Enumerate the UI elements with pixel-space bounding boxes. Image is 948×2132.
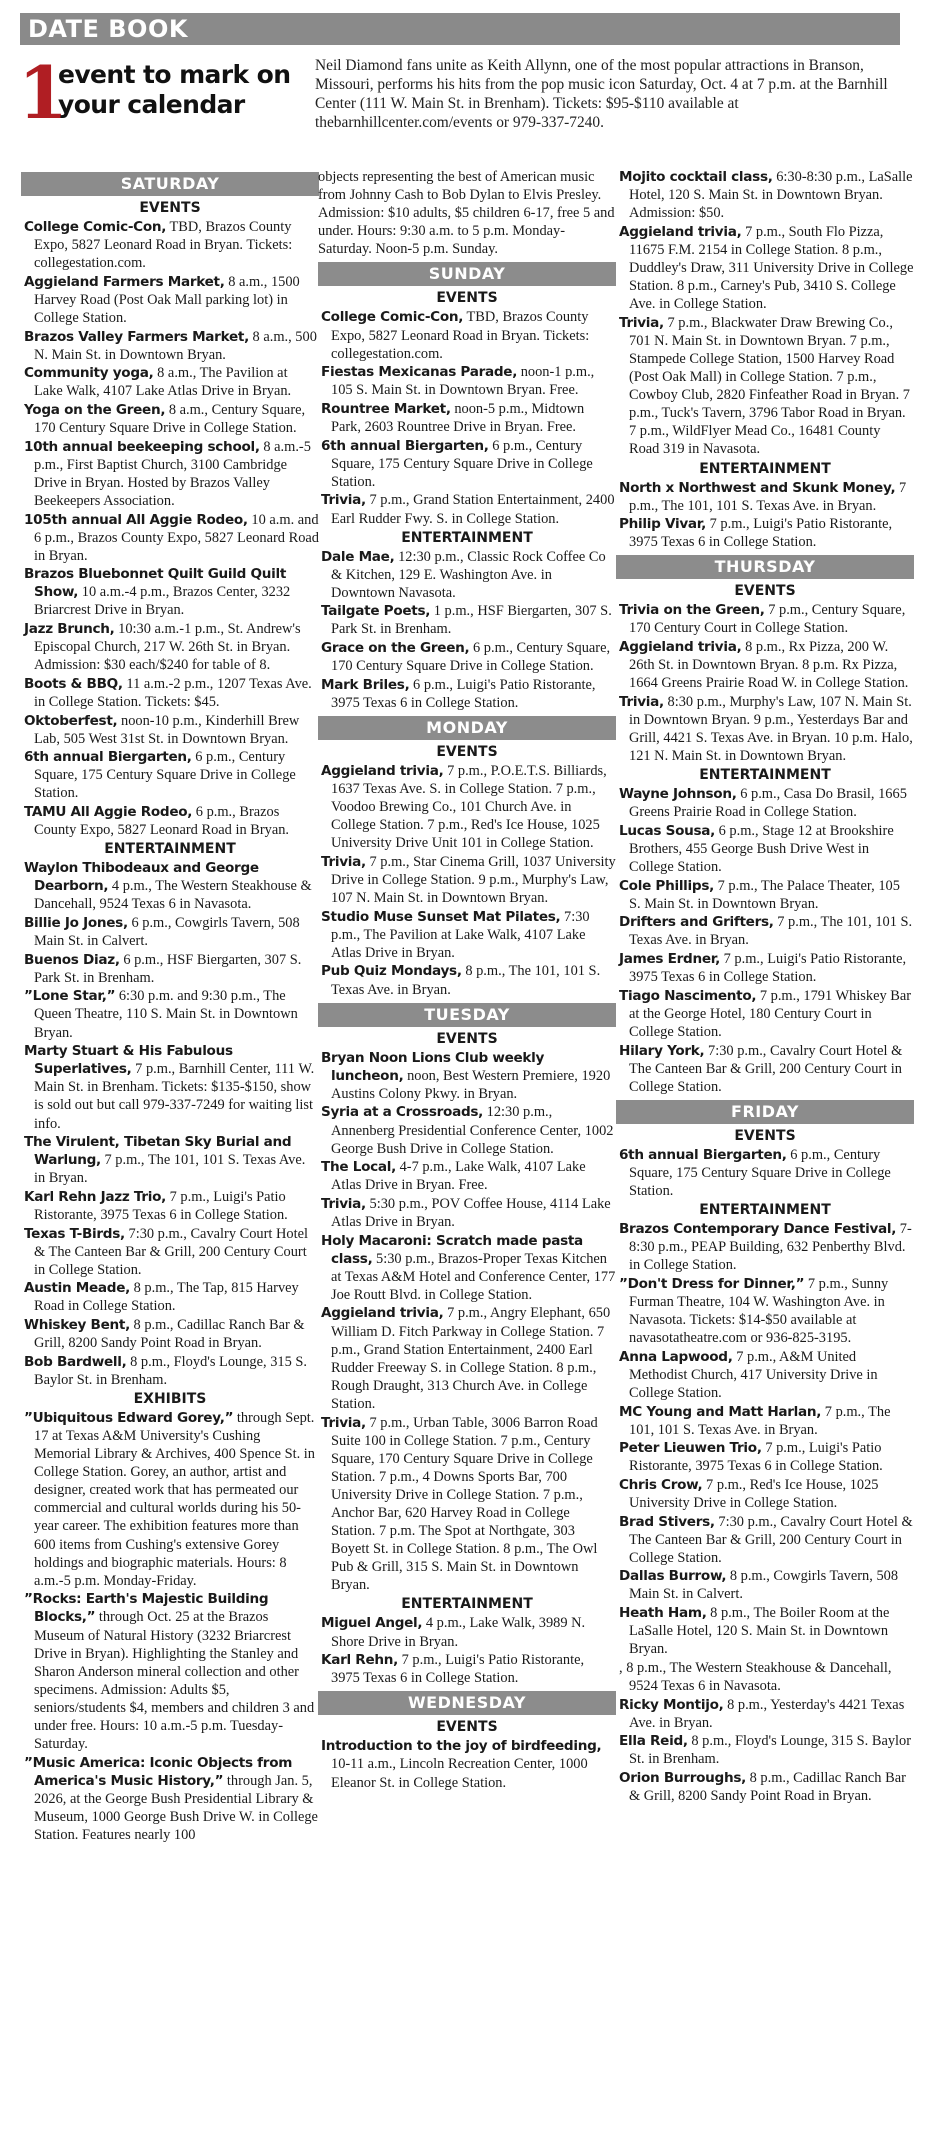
category-header: ENTERTAINMENT	[699, 460, 831, 477]
category-header: EVENTS	[139, 200, 201, 216]
listing-continuation	[318, 168, 616, 258]
listing-item	[21, 1590, 319, 1753]
listing-details: 8 p.m., Floyd's Lounge, 315 S. Baylor St. in Brenham.	[629, 1733, 912, 1768]
listing-details: 4 p.m., Lake Walk, 3989 N. Shore Drive in Bryan.	[331, 1615, 586, 1650]
listing-item	[318, 639, 616, 675]
category-header: EVENTS	[436, 1030, 498, 1047]
listing-details: 7 p.m., Star Cinema Grill, 1037 University Drive in College Station. 9 p.m., Murphy's Law, 107 N. Main St. in Downtown Bryan.	[331, 853, 616, 907]
listing-item	[21, 1353, 319, 1389]
day-header: TUESDAY	[318, 1003, 616, 1027]
listing-details: 6:30-8:30 p.m., LaSalle Hotel, 120 S. Main St. in Downtown Bryan. Admission: $50.	[629, 169, 913, 222]
listing-item	[318, 602, 616, 638]
listing-title: Karl Rehn Jazz Trio,	[24, 1188, 167, 1205]
listing-title: Brad Stivers,	[619, 1513, 715, 1530]
listing-title: The Virulent, Tibetan Sky Burial and Warlung,	[24, 1134, 292, 1169]
listing-title: MC Young and Matt Harlan,	[619, 1403, 822, 1420]
listing-item	[616, 168, 914, 222]
listing-item	[616, 1659, 914, 1695]
listing-details: 7 p.m., Luigi's Patio Ristorante, 3975 Texas 6 in College Station.	[331, 1652, 585, 1687]
category-header: EVENTS	[734, 583, 796, 600]
listing-item	[616, 987, 914, 1041]
listing-details: 6 p.m., Casa Do Brasil, 1665 Greens Prairie Road in College Station.	[629, 786, 907, 821]
listing-title: ”Rocks: Earth's Majestic Building Blocks,”	[24, 1591, 269, 1626]
listing-title: Bob Bardwell,	[24, 1353, 127, 1370]
listing-details: 7:30 p.m., Cavalry Court Hotel & The Canteen Bar & Grill, 200 Century Court in College Station.	[629, 1042, 903, 1095]
listing-details: noon-1 p.m., 105 S. Main St. in Downtown Bryan. Free.	[331, 364, 595, 399]
listing-details: 7 p.m., South Flo Pizza, 11675 F.M. 2154 in College Station. 8 p.m., Duddley's Draw, 311 University Drive in College Station. 8 p.m., Carney's Pub, 3410 S. College Ave. in College Station.	[629, 223, 914, 313]
listing-item	[21, 273, 319, 327]
category-header: ENTERTAINMENT	[699, 1202, 831, 1219]
listing-details: noon-5 p.m., Midtown Park, 2603 Rountree Drive in Bryan. Free.	[331, 400, 585, 436]
listing-details: 7 p.m., Century Square, 170 Century Court in College Station.	[629, 602, 906, 637]
listing-details: 4-7 p.m., Lake Walk, 4107 Lake Atlas Drive in Bryan. Free.	[331, 1159, 586, 1194]
listing-details: 7 p.m., The 101, 101 S. Texas Ave. in Bryan.	[629, 914, 913, 949]
listing-details: 7 p.m., 1791 Whiskey Bar at the George Hotel, 180 Century Court in College Station.	[629, 987, 912, 1040]
listing-details: noon, Best Western Premiere, 1920 Austins Colony Pkwy. in Bryan.	[331, 1067, 611, 1102]
listing-details: through Sept. 17 at Texas A&M University's Cushing Memorial Library & Archives, 400 Spence St. in College Station. Gorey, an author, artist and designer, created work that has permeated our commercial and cultural worlds during his 50-year career. The exhibition features more than 600 items from Cushing's extensive Gorey holdings and biographic materials. Hours: 8 a.m.-5 p.m. Monday-Friday.	[34, 1409, 315, 1589]
listing-item	[616, 1403, 914, 1439]
listing-details: 8 p.m., Yesterday's 4421 Texas Ave. in Bryan.	[629, 1696, 905, 1731]
listing-item	[21, 859, 319, 913]
listing-item	[616, 479, 914, 515]
listing-details: 7 p.m., Barnhill Center, 111 W. Main St. in Brenham. Tickets: $135-$150, show is sold out but call 979-337-7249 for waiting list info.	[34, 1061, 315, 1132]
listing-title: ”Music America: Iconic Objects from America's Music History,”	[24, 1754, 293, 1789]
listing-item	[21, 1188, 319, 1224]
listing-item	[318, 1651, 616, 1687]
listing-item	[318, 908, 616, 962]
listing-title: James Erdner,	[619, 951, 721, 968]
listing-details: 7 p.m., Luigi's Patio Ristorante, 3975 Texas 6 in College Station.	[34, 1188, 288, 1223]
listing-title: Trivia,	[321, 1195, 366, 1212]
listing-title: Holy Macaroni: Scratch made pasta class,	[321, 1232, 583, 1267]
category-header: ENTERTAINMENT	[401, 529, 533, 546]
category-header: ENTERTAINMENT	[401, 1596, 533, 1613]
listing-title: Wayne Johnson,	[619, 786, 737, 803]
listing-details: 6:30 p.m. and 9:30 p.m., The Queen Theatre, 110 S. Main St. in Downtown Bryan.	[34, 988, 298, 1041]
listing-item	[318, 853, 616, 907]
listing-details: 8 p.m., The 101, 101 S. Texas Ave. in Bryan.	[331, 963, 601, 998]
listing-title: Peter Lieuwen Trio,	[619, 1440, 762, 1457]
listing-title: 6th annual Biergarten,	[619, 1146, 787, 1163]
listing-item	[616, 1146, 914, 1200]
listing-details: 8 p.m., Cadillac Ranch Bar & Grill, 8200 Sandy Point Road in Bryan.	[34, 1317, 305, 1352]
listing-item	[318, 1232, 616, 1304]
listing-item	[616, 1042, 914, 1096]
listing-title: TAMU All Aggie Rodeo,	[24, 804, 193, 820]
listing-details: 7 p.m., P.O.E.T.S. Billiards, 1637 Texas Ave. S. in College Station. 7 p.m., Voodoo Brewing Co., 101 Church Ave. in College Station. 7 p.m., Red's Ice House, 1025 University Drive Unit 101 in College Station.	[331, 762, 607, 852]
listing-title: Trivia,	[321, 1414, 366, 1431]
listing-title: Brazos Bluebonnet Quilt Guild Quilt Show,	[24, 566, 287, 601]
listing-details: 7 p.m., Grand Station Entertainment, 2400 Earl Rudder Fwy. S. in College Station.	[331, 492, 615, 527]
listing-title: Syria at a Crossroads,	[321, 1104, 484, 1121]
listing-item	[21, 620, 319, 674]
listing-title: Heath Ham,	[619, 1605, 707, 1622]
listing-details: 6 p.m., Century Square, 175 Century Square Drive in College Station.	[331, 437, 593, 490]
listing-item	[616, 822, 914, 876]
listing-details: 8 a.m., Century Square, 170 Century Square Drive in College Station.	[34, 401, 306, 437]
listing-title: Trivia,	[321, 492, 366, 509]
day-header: FRIDAY	[616, 1100, 914, 1124]
listing-details: 6 p.m., Stage 12 at Brookshire Brothers, 455 George Bush Drive West in College Station.	[629, 822, 894, 876]
listing-title: College Comic-Con,	[24, 219, 167, 235]
listing-item	[318, 363, 616, 399]
listing-title: Oktoberfest,	[24, 712, 118, 729]
listing-details: 10-11 a.m., Lincoln Recreation Center, 1000 Eleanor St. in College Station.	[331, 1756, 588, 1791]
listing-item	[616, 1604, 914, 1658]
listing-title: Grace on the Green,	[321, 640, 470, 657]
listing-item	[21, 328, 319, 364]
listing-details: 7:30 p.m., Cavalry Court Hotel & The Canteen Bar & Grill, 200 Century Court in College Station.	[34, 1225, 308, 1278]
listing-details: 7 p.m., Luigi's Patio Ristorante, 3975 Texas 6 in College Station.	[629, 951, 907, 986]
listing-details: 7 p.m., Luigi's Patio Ristorante, 3975 Texas 6 in College Station.	[629, 1440, 883, 1475]
listing-title: Whiskey Bent,	[24, 1317, 130, 1334]
listing-title: Bryan Noon Lions Club weekly luncheon,	[321, 1049, 545, 1084]
listing-item	[616, 1769, 914, 1805]
listing-item	[318, 1414, 616, 1595]
listing-title: Ella Reid,	[619, 1733, 688, 1750]
category-header: EVENTS	[734, 1127, 796, 1144]
day-header: MONDAY	[318, 716, 616, 740]
listing-title: Boots & BBQ,	[24, 675, 123, 692]
listing-details: 6 p.m., Luigi's Patio Ristorante, 3975 Texas 6 in College Station.	[331, 676, 596, 711]
listing-title: Lucas Sousa,	[619, 822, 716, 839]
listing-item	[21, 565, 319, 619]
listing-title: 6th annual Biergarten,	[321, 437, 489, 454]
listing-item	[21, 1133, 319, 1187]
listing-title: North x Northwest and Skunk Money,	[619, 479, 896, 496]
listing-title: Dale Mae,	[321, 548, 395, 565]
listing-item	[616, 950, 914, 986]
listing-title: ”Don't Dress for Dinner,”	[619, 1275, 805, 1292]
listing-title: ”Ubiquitous Edward Gorey,”	[24, 1409, 234, 1426]
listing-item	[21, 401, 319, 437]
listing-details: 6 p.m., Century Square, 175 Century Square Drive in College Station.	[629, 1146, 891, 1199]
listing-details: , 8 p.m., The Western Steakhouse & Dancehall, 9524 Texas 6 in Navasota.	[619, 1659, 892, 1694]
category-header: EVENTS	[436, 743, 498, 760]
listing-item	[616, 1476, 914, 1512]
listing-details: 7 p.m., Luigi's Patio Ristorante, 3975 Texas 6 in College Station.	[629, 516, 893, 551]
listing-details: 7:30 p.m., The Pavilion at Lake Walk, 4107 Lake Atlas Drive in Bryan.	[331, 908, 590, 961]
listing-details: 8 p.m., Cadillac Ranch Bar & Grill, 8200 Sandy Point Road in Bryan.	[629, 1769, 906, 1804]
listing-details: 7 p.m., Red's Ice House, 1025 University Drive in College Station.	[629, 1476, 879, 1511]
category-header: ENTERTAINMENT	[699, 767, 831, 784]
listing-title: 105th annual All Aggie Rodeo,	[24, 511, 248, 528]
listing-details: 8 a.m., 1500 Harvey Road (Post Oak Mall parking lot) in College Station.	[34, 273, 300, 326]
listing-title: Community yoga,	[24, 365, 154, 382]
listing-item	[318, 676, 616, 712]
listing-item	[616, 1513, 914, 1567]
listing-title: Fiestas Mexicanas Parade,	[321, 364, 518, 381]
listing-item	[21, 712, 319, 748]
listing-title: ”Lone Star,”	[24, 988, 116, 1005]
listing-title: Ricky Montijo,	[619, 1696, 724, 1713]
listing-details: 1 p.m., HSF Biergarten, 307 S. Park St. in Brenham.	[331, 603, 612, 638]
listing-details: through Jan. 5, 2026, at the George Bush Presidential Library & Museum, 1000 George Bush Drive W. in College Station. Features nearly 100	[34, 1772, 318, 1844]
listing-details: 7 p.m., A&M United Methodist Church, 417 University Drive in College Station.	[629, 1348, 878, 1401]
listing-details: 6 p.m., HSF Biergarten, 307 S. Park St. in Brenham.	[34, 951, 302, 986]
listing-title: Dallas Burrow,	[619, 1568, 727, 1585]
listing-title: Aggieland trivia,	[321, 762, 444, 779]
listing-item	[21, 1409, 319, 1590]
listing-title: Miguel Angel,	[321, 1615, 423, 1632]
listing-item	[21, 438, 319, 510]
listing-details: objects representing the best of American music from Johnny Cash to Bob Dylan to Elvis Presley. Admission: $10 adults, $5 children 6-17, free 5 and under. Hours: 9:30 a.m. to 5 p.m. Monday-Saturday. Noon-5 p.m. Sunday.	[318, 169, 615, 258]
listing-title: Chris Crow,	[619, 1476, 703, 1493]
listing-title: Trivia,	[619, 693, 664, 710]
day-header: THURSDAY	[616, 555, 914, 579]
listing-title: Philip Vivar,	[619, 516, 707, 533]
listing-details: 6 p.m., Century Square, 170 Century Square Drive in College Station.	[331, 640, 611, 675]
listing-details: 8 a.m., 500 N. Main St. in Downtown Bryan.	[34, 328, 317, 363]
listing-item	[318, 1158, 616, 1194]
listing-item	[21, 511, 319, 565]
listing-item	[318, 308, 616, 362]
listing-details: 7 p.m., Sunny Furman Theatre, 104 W. Washington Ave. in Navasota. Tickets: $14-$50 available at navasotatheatre.com or 936-825-3195.	[629, 1275, 889, 1347]
listing-title: Aggieland trivia,	[321, 1305, 444, 1322]
listing-title: Aggieland Farmers Market,	[24, 273, 225, 290]
listing-item	[616, 601, 914, 637]
category-header: EXHIBITS	[133, 1390, 207, 1407]
category-header: EVENTS	[436, 1719, 498, 1736]
listing-title: Introduction to the joy of birdfeeding,	[321, 1738, 602, 1755]
listing-title: Waylon Thibodeaux and George Dearborn,	[24, 860, 259, 895]
listing-title: Aggieland trivia,	[619, 639, 742, 656]
listing-item	[616, 1567, 914, 1603]
listing-title: Billie Jo Jones,	[24, 914, 128, 931]
listing-item	[616, 1348, 914, 1402]
listing-details: 10 a.m.-4 p.m., Brazos Center, 3232 Briarcrest Drive in Bryan.	[34, 584, 291, 619]
listing-details: 7 p.m., The Palace Theater, 105 S. Main St. in Downtown Bryan.	[629, 877, 900, 912]
listing-details: TBD, Brazos County Expo, 5827 Leonard Road in Bryan. Tickets: collegestation.com.	[34, 219, 293, 272]
headline	[18, 50, 318, 136]
listing-details: 12:30 p.m., Annenberg Presidential Conference Center, 1002 George Bush Drive in College Station.	[331, 1104, 614, 1157]
column-1	[21, 168, 319, 1845]
listing-details: 11 a.m.-2 p.m., 1207 Texas Ave. in College Station. Tickets: $45.	[34, 675, 312, 710]
listing-details: 4 p.m., The Western Steakhouse & Dancehall, 9524 Texas 6 in Navasota.	[34, 878, 312, 913]
headline-line-2: your calendar	[58, 90, 245, 119]
listing-item	[616, 1220, 914, 1274]
listing-details: 7 p.m., The 101, 101 S. Texas Ave. in Bryan.	[34, 1152, 306, 1187]
listing-title: Mark Briles,	[321, 676, 410, 693]
listing-title: Buenos Diaz,	[24, 951, 120, 968]
listing-item	[616, 693, 914, 765]
listing-title: 10th annual beekeeping school,	[24, 438, 260, 455]
listing-item	[318, 548, 616, 602]
listing-item	[21, 748, 319, 802]
listing-item	[616, 785, 914, 821]
listing-details: 7-8:30 p.m., PEAP Building, 632 Penberthy Blvd. in College Station.	[629, 1221, 912, 1274]
listing-title: Trivia on the Green,	[619, 602, 765, 619]
listing-details: 8 p.m., The Boiler Room at the LaSalle Hotel, 120 S. Main St. in Downtown Bryan.	[629, 1605, 890, 1658]
listing-title: Cole Phillips,	[619, 877, 714, 894]
listing-item	[616, 223, 914, 313]
listing-item	[21, 951, 319, 987]
listing-item	[21, 1279, 319, 1315]
listing-title: Tiago Nascimento,	[619, 987, 757, 1004]
listing-item	[318, 962, 616, 998]
listing-details: through Oct. 25 at the Brazos Museum of Natural History (3232 Briarcrest Drive in Bryan). Highlighting the Stanley and Sharon Anderson mineral collection and other specimens. Admission: Adults $5, seniors/students $4, members and children 3 and under free. Hours: 10 a.m.-5 p.m. Tuesday-Saturday.	[34, 1609, 315, 1753]
listing-title: The Local,	[321, 1159, 396, 1176]
listing-item	[318, 1195, 616, 1231]
day-header: WEDNESDAY	[318, 1691, 616, 1715]
listing-item	[616, 1732, 914, 1768]
listing-item	[21, 803, 319, 839]
headline-line-1: event to mark on	[58, 60, 291, 89]
category-header: EVENTS	[436, 290, 498, 307]
listing-title: Rountree Market,	[321, 400, 451, 417]
listing-details: 7 p.m., Urban Table, 3006 Barron Road Suite 100 in College Station. 7 p.m., Century Square, 170 Century Square Drive in College Station. 7 p.m., 4 Downs Sports Bar, 700 University Drive in College Station. 7 p.m., Anchor Bar, 620 Harvey Road in College Station. 7 p.m. The Spot at Northgate, 303 Boyett St. in College Station. 8 p.m., The Owl Pub & Grill, 315 S. Main St. in Downtown Bryan.	[331, 1414, 598, 1594]
listing-details: 10:30 a.m.-1 p.m., St. Andrew's Episcopal Church, 217 W. 26th St. in Bryan. Admission: $30 each/$240 for table of 8.	[34, 621, 301, 674]
listing-item	[616, 913, 914, 949]
listing-title: Studio Muse Sunset Mat Pilates,	[321, 908, 561, 925]
listing-details: 5:30 p.m., Brazos-Proper Texas Kitchen at Texas A&M Hotel and Conference Center, 177 Joe Routt Blvd. in College Station.	[331, 1250, 616, 1303]
listing-item	[616, 1696, 914, 1732]
column-3	[616, 168, 914, 1806]
listing-item	[318, 1103, 616, 1157]
listing-item	[616, 877, 914, 913]
listing-details: 5:30 p.m., POV Coffee House, 4114 Lake Atlas Drive in Bryan.	[331, 1195, 611, 1230]
listing-title: Hilary York,	[619, 1042, 705, 1059]
listing-details: 8 a.m., The Pavilion at Lake Walk, 4107 Lake Atlas Drive in Bryan.	[34, 365, 292, 400]
listing-item	[616, 638, 914, 692]
listing-details: 7 p.m., The 101, 101 S. Texas Ave. in Bryan.	[629, 1403, 891, 1438]
listing-title: Aggieland trivia,	[619, 223, 742, 240]
section-banner: DATE BOOK	[20, 13, 900, 45]
listing-title: Brazos Valley Farmers Market,	[24, 328, 249, 345]
listing-details: 6 p.m., Cowgirls Tavern, 508 Main St. in Calvert.	[34, 914, 300, 950]
listing-details: 7 p.m., Angry Elephant, 650 William D. Fitch Parkway in College Station. 7 p.m., Grand Station Entertainment, 2400 Earl Rudder Freeway S. in College Station. 8 p.m., Rough Draught, 313 Church Ave. in College Station.	[331, 1305, 611, 1412]
listing-item	[616, 515, 914, 551]
listing-details: 8:30 p.m., Murphy's Law, 107 N. Main St. in Downtown Bryan. 9 p.m., Yesterdays Bar and Grill, 4421 S. Texas Ave. in Bryan. 10 p.m. Halo, 121 N. Main St. in Downtown Bryan.	[629, 693, 913, 765]
listing-item	[21, 1316, 319, 1352]
listing-title: Anna Lapwood,	[619, 1348, 733, 1365]
listing-item	[21, 675, 319, 711]
listing-item	[318, 1737, 616, 1791]
listing-title: Trivia,	[321, 853, 366, 870]
listing-item	[21, 1042, 319, 1132]
listing-item	[21, 914, 319, 950]
listing-item	[21, 1225, 319, 1279]
listing-title: Karl Rehn,	[321, 1652, 399, 1669]
listing-item	[318, 491, 616, 527]
listing-item	[318, 437, 616, 491]
listing-details: 6 p.m., Century Square, 175 Century Square Drive in College Station.	[34, 749, 296, 802]
category-header: ENTERTAINMENT	[104, 841, 236, 858]
listing-item	[318, 1304, 616, 1413]
listing-title: Trivia,	[619, 314, 664, 331]
listing-details: 8 a.m.-5 p.m., First Baptist Church, 3100 Cambridge Drive in Bryan. Hosted by Brazos Valley Beekeepers Association.	[34, 438, 311, 509]
listing-details: 6 p.m., Brazos County Expo, 5827 Leonard Road in Bryan.	[34, 804, 289, 839]
listing-title: College Comic-Con,	[321, 309, 464, 326]
listing-title: Brazos Contemporary Dance Festival,	[619, 1221, 897, 1238]
intro-paragraph: Neil Diamond fans unite as Keith Allynn, one of the most popular attractions in Branson, Missouri, performs his hits from the pop music icon Saturday, Oct. 4 at 7 p.m. at the Barnhill Center (111 W. Main St. in Brenham). Tickets: $95-$110 available at thebarnhillcenter.com/events or 979-337-7240.	[315, 57, 888, 131]
listing-item	[318, 762, 616, 852]
listing-item	[318, 400, 616, 436]
day-header: SUNDAY	[318, 262, 616, 286]
listing-item	[318, 1614, 616, 1650]
listing-item	[318, 1049, 616, 1103]
listing-title: Orion Burroughs,	[619, 1769, 746, 1786]
headline-number: 1	[18, 50, 69, 135]
listing-details: 8 p.m., Cowgirls Tavern, 508 Main St. in Calvert.	[629, 1568, 899, 1603]
listing-details: 7 p.m., The 101, 101 S. Texas Ave. in Bryan.	[629, 479, 907, 514]
listing-item	[21, 987, 319, 1041]
listing-title: Jazz Brunch,	[24, 621, 115, 638]
listing-details: 12:30 p.m., Classic Rock Coffee Co & Kitchen, 129 E. Washington Ave. in Downtown Navasota.	[331, 548, 606, 601]
listing-title: Mojito cocktail class,	[619, 169, 773, 185]
listing-title: Austin Meade,	[24, 1280, 130, 1297]
listing-title: Pub Quiz Mondays,	[321, 963, 462, 980]
listing-details: 8 p.m., Rx Pizza, 200 W. 26th St. in Downtown Bryan. 8 p.m. Rx Pizza, 1664 Greens Prairie Road W. in College Station.	[629, 639, 909, 692]
listing-title: Tailgate Poets,	[321, 603, 431, 620]
day-header: SATURDAY	[21, 172, 319, 196]
listing-item	[21, 1754, 319, 1844]
listing-title: Marty Stuart & His Fabulous Superlatives,	[24, 1043, 233, 1078]
listing-details: 8 p.m., Floyd's Lounge, 315 S. Baylor St. in Brenham.	[34, 1353, 307, 1388]
listing-details: 7 p.m., Blackwater Draw Brewing Co., 701 N. Main St. in Downtown Bryan. 7 p.m., Stampede College Station, 1500 Harvey Road (Post Oak Mall) in College Station. 7 p.m., Cowboy Club, 2820 Finfeather Road in Bryan. 7 p.m., Tuck's Tavern, 3796 Tabor Road in Bryan. 7 p.m., WildFlyer Mead Co., 16481 County Road 319 in Navasota.	[629, 314, 910, 458]
listing-item	[616, 1275, 914, 1347]
listing-item	[21, 364, 319, 400]
listing-item	[616, 314, 914, 459]
listing-details: 7:30 p.m., Cavalry Court Hotel & The Canteen Bar & Grill, 200 Century Court in College Station.	[629, 1513, 913, 1566]
listing-title: 6th annual Biergarten,	[24, 749, 192, 766]
listing-title: Yoga on the Green,	[24, 401, 166, 418]
column-2	[318, 168, 616, 1792]
listing-title: Drifters and Grifters,	[619, 914, 774, 931]
listing-item	[21, 218, 319, 272]
listing-title: Texas T-Birds,	[24, 1225, 125, 1242]
listing-details: 8 p.m., The Tap, 815 Harvey Road in College Station.	[34, 1280, 299, 1315]
listing-details: TBD, Brazos County Expo, 5827 Leonard Road in Bryan. Tickets: collegestation.com.	[331, 309, 590, 362]
listing-item	[616, 1439, 914, 1475]
listing-details: noon-10 p.m., Kinderhill Brew Lab, 505 West 31st St. in Downtown Bryan.	[34, 712, 300, 747]
listing-details: 10 a.m. and 6 p.m., Brazos County Expo, 5827 Leonard Road in Bryan.	[34, 511, 319, 564]
